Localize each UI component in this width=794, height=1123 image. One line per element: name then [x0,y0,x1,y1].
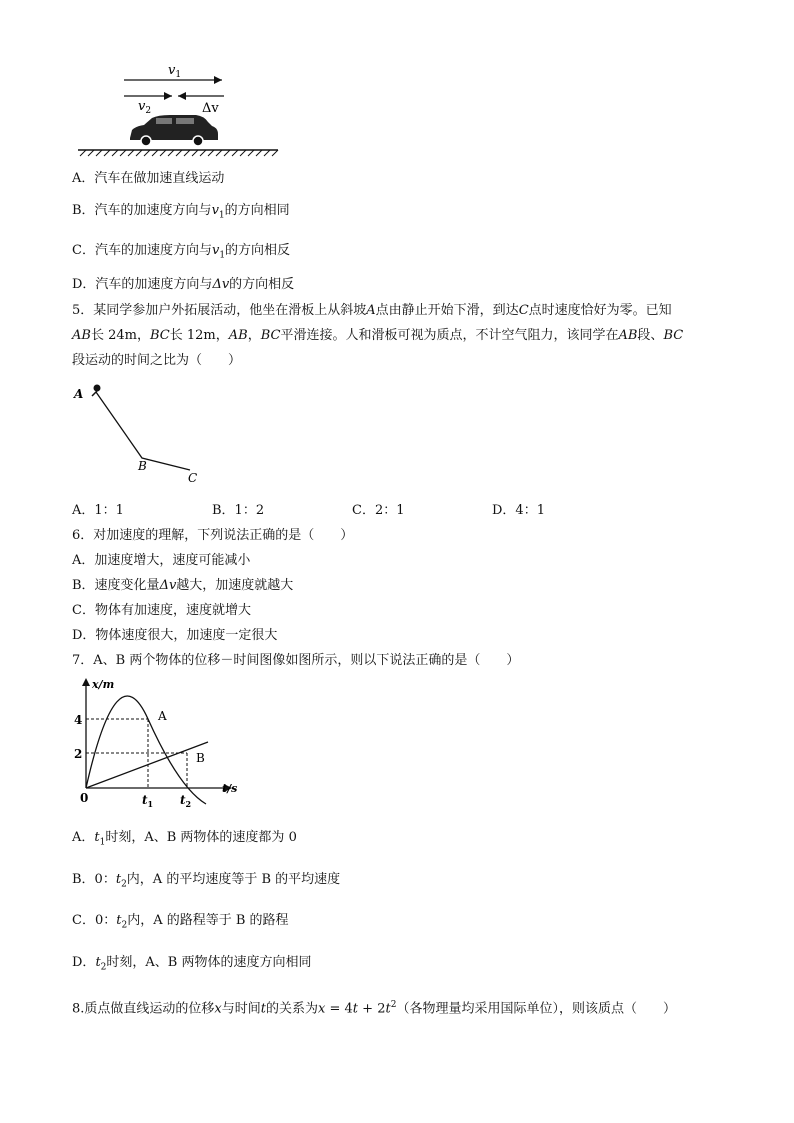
car-icon [130,115,218,146]
q5-option-d: D．4：1 [492,503,545,518]
q5-option-b: B．1：2 [212,503,265,518]
q4-option-a: A．汽车在做加速直线运动 [72,171,225,186]
q6-option-c: C．物体有加速度，速度就增大 [72,603,251,618]
q6-stem: 6．对加速度的理解，下列说法正确的是（ ） [72,528,354,543]
q5-stem-line1: 5．某同学参加户外拓展活动，他坐在滑板上从斜坡A点由静止开始下滑，到达C点时速度恰好为零。已知 [72,303,672,318]
x-axis-label: t/s [222,782,238,795]
dv-label: Δv [202,101,219,116]
q8-stem: 8.质点做直线运动的位移x与时间t的关系为$x = 4t + 2t^2$（各物理量均采用国际单位），则该质点（ ） [72,1000,676,1017]
y-tick-4: 4 [74,713,83,727]
v2-label: $v_2$ [138,99,152,116]
q4-option-c: C．汽车的加速度方向与$v_1$的方向相反 [72,243,291,261]
q5-stem-line3: 段运动的时间之比为（ ） [72,353,242,368]
q6-option-d: D．物体速度很大，加速度一定很大 [72,628,278,643]
q5-stem-line2: AB长 24m，BC长 12m，AB，BC平滑连接。人和滑板可视为质点，不计空气阻力，该同学在AB段、BC [72,328,684,343]
q7-option-b: B．0：$t_2$内，A 的平均速度等于 B 的平均速度 [72,872,341,890]
curve-a-label: A [158,709,167,723]
y-tick-2: 2 [74,747,83,761]
point-a-label: A [74,387,84,401]
xt-graph [72,674,247,810]
point-c-label: C [188,471,198,485]
line-b-label: B [196,751,205,765]
y-axis-label: x/m [92,678,115,691]
origin-label: 0 [80,791,89,805]
q5-option-a: A．1：1 [72,503,124,518]
q7-option-a: A．$t_1$时刻，A、B 两物体的速度都为 0 [72,830,297,848]
slope-figure [72,380,212,490]
q6-option-a: A．加速度增大，速度可能减小 [72,553,251,568]
t1-label: $t_1$ [142,793,154,809]
car-velocity-figure [72,58,287,158]
t2-label: $t_2$ [180,793,192,809]
v1-label: $v_1$ [168,63,182,80]
q4-option-d: D．汽车的加速度方向与Δv的方向相反 [72,277,295,292]
person-icon [94,385,101,392]
q7-option-d: D．$t_2$时刻，A、B 两物体的速度方向相同 [72,955,312,973]
q5-option-c: C．2：1 [352,503,405,518]
line-b [86,742,208,788]
point-b-label: B [138,459,147,473]
q6-option-b: B．速度变化量Δv越大，加速度就越大 [72,578,294,593]
q7-stem: 7．A、B 两个物体的位移－时间图像如图所示，则以下说法正确的是（ ） [72,653,520,668]
q7-option-c: C．0：$t_2$内，A 的路程等于 B 的路程 [72,913,289,931]
q4-option-b: B．汽车的加速度方向与$v_1$的方向相同 [72,203,290,221]
